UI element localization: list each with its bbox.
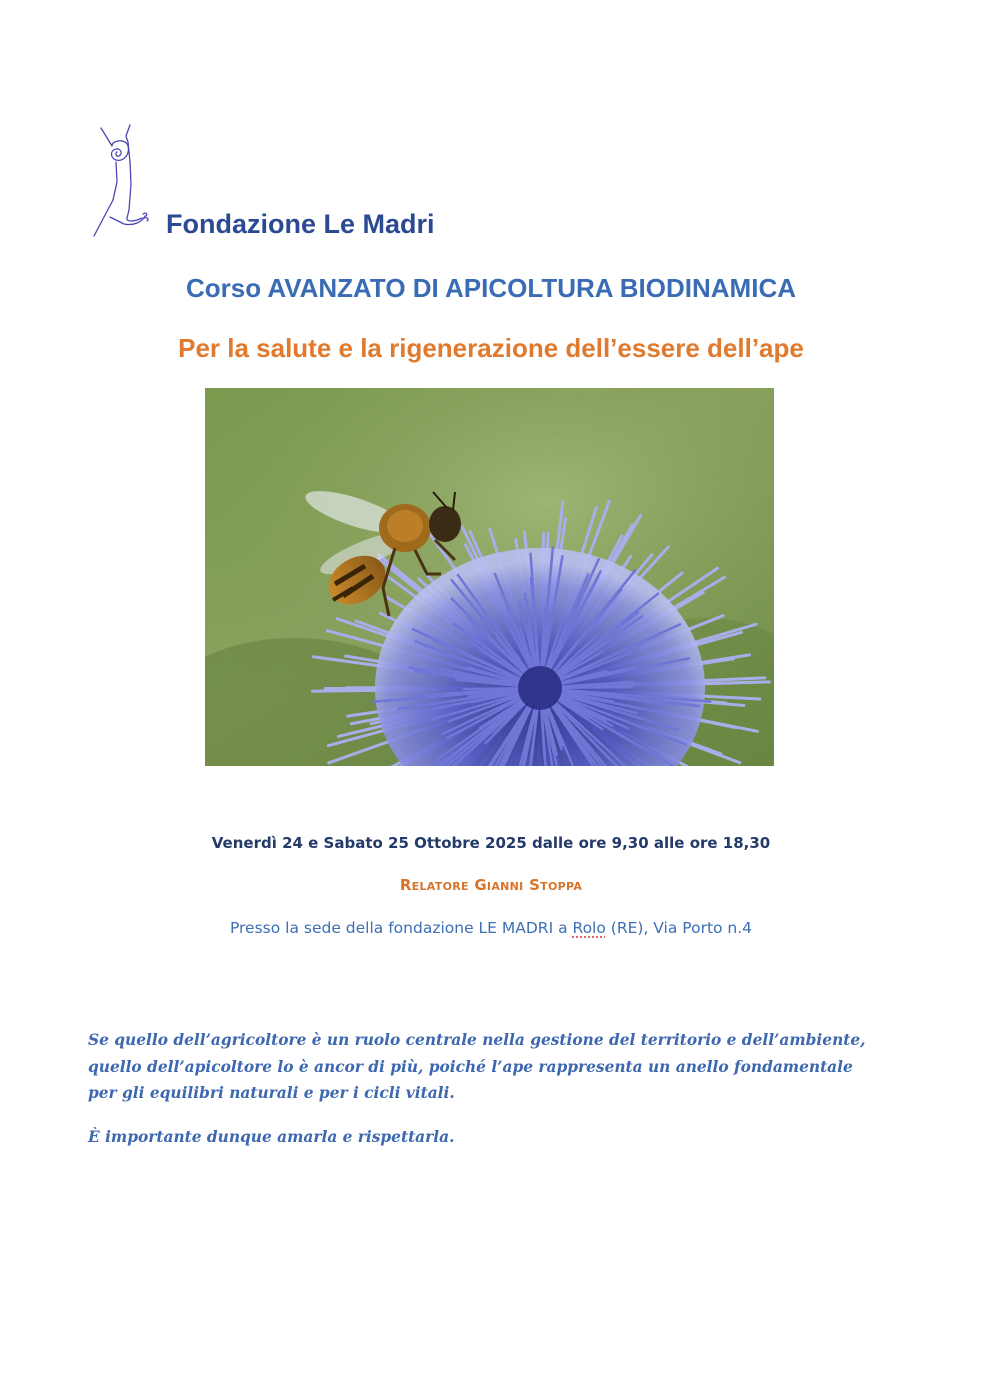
description-paragraph xyxy=(88,1027,898,1107)
speaker: Relatore Gianni Stoppa xyxy=(399,876,583,894)
venue-address xyxy=(0,919,982,937)
venue-text-after: (RE), Via Porto n.4 xyxy=(605,919,753,937)
bee-on-flower-photo xyxy=(205,388,774,766)
description-line: Se quello dell’agricoltore è un ruolo centrale nella gestione del territorio e dell’ambiente, xyxy=(88,1031,866,1049)
description-paragraph xyxy=(88,1124,898,1151)
foundation-logo-icon xyxy=(90,122,152,240)
course-subtitle: Per la salute e la rigenerazione dell’essere dell’ape xyxy=(178,333,804,363)
venue-text-before: Presso la sede della fondazione LE MADRI a xyxy=(229,919,573,937)
description xyxy=(88,1027,898,1167)
description-line: per gli equilibri naturali e per i cicli vitali. xyxy=(88,1084,455,1102)
course-title: Corso AVANZATO DI APICOLTURA BIODINAMICA xyxy=(185,273,796,303)
description-line: quello dell’apicoltore lo è ancor di più, poiché l’ape rappresenta un anello fondamentale xyxy=(88,1057,853,1076)
organization-name: Fondazione Le Madri xyxy=(166,209,435,239)
venue-town: Rolo xyxy=(572,919,606,937)
description-line: È importante dunque amarla e rispettarla. xyxy=(88,1127,455,1146)
course-dates: Venerdì 24 e Sabato 25 Ottobre 2025 dalle ore 9,30 alle ore 18,30 xyxy=(211,834,771,852)
